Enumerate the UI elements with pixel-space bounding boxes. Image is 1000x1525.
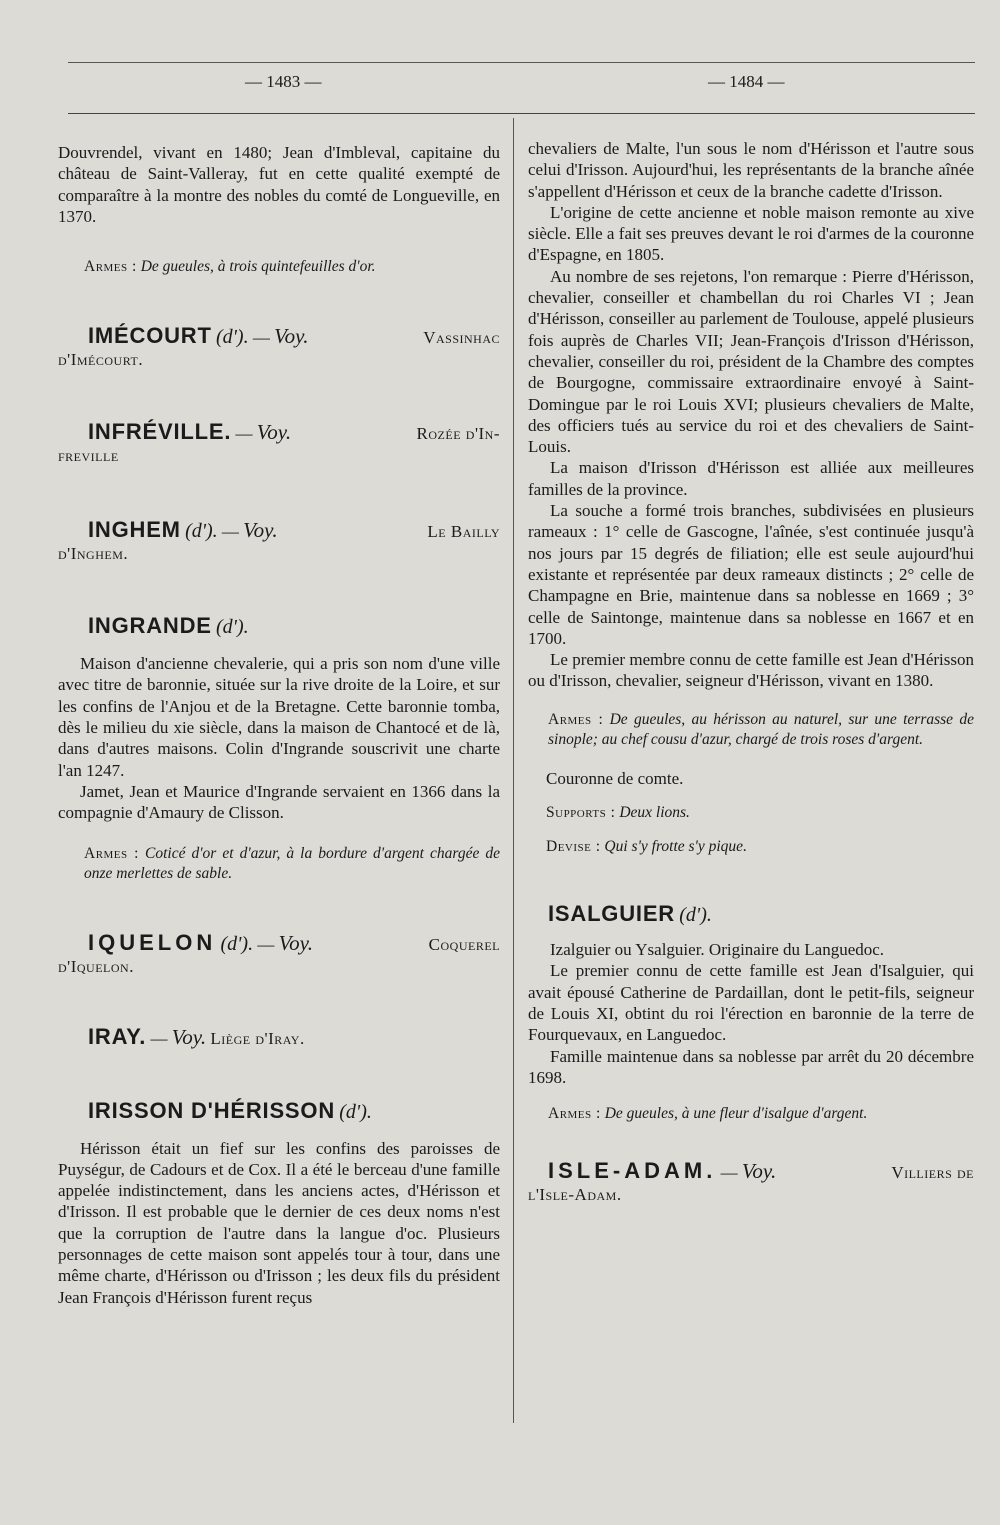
entry-name: IMÉCOURT [88,323,212,349]
entry-voy: Voy. [171,1024,207,1049]
devise-text: Qui s'y frotte s'y pique. [604,838,747,856]
irisson-paragraph-1: Hérisson était un fief sur les confins des paroisses de Puységur, de Cadours et de Cox. Il a été le berceau d'une famille appelée indistinctement, dans les anciens actes, d'Hérisson et d'Irisson. Il est probable que le dernier de ces deux noms n'est que la corruption de l'autre dans la langue d'oc. Plusieurs personnages de cette maison sont appelés tour à tour, dans une même charte, d'Hérisson ou d'Irisson ; les deux fils du président Jean François d'Hérisson furent reçus [58,1138,500,1307]
entry-voy: Voy. [278,930,314,955]
ingrande-paragraph-1: Maison d'ancienne chevalerie, qui a pris son nom d'une ville avec titre de baronnie, située sur la rive droite de la Loire, et sur les confins de l'Anjou et de la Bretagne. Cette baronnie tomba, dès le milieu du xie siècle, dans la maison de Chantocé et de là, dans d'autres maisons. Colin d'Ingrande souscrivit une charte l'an 1247. [58,654,500,780]
armes-text: De gueules, à trois quintefeuilles d'or. [140,258,376,276]
entry-ref: Vassinhac [423,328,500,348]
entry-ref-cont: d'Inghem. [58,544,129,564]
entry-name: IQUELON [88,929,217,955]
entry-iquelon [58,929,500,978]
entry-particle: (d'). [220,932,254,955]
armes-text: De gueules, à une fleur d'isalgue d'argent. [604,1105,868,1123]
entry-name: IRISSON D'HÉRISSON [88,1097,336,1123]
entry-particle: (d'). [215,326,249,349]
supports-line [546,803,974,823]
entry-ref-cont: l'Isle-Adam. [528,1185,622,1205]
isalguier-armes [548,1104,974,1124]
entry-dash: — [252,328,270,348]
entry-ref: Liège d'Iray. [210,1028,305,1048]
isalguier-paragraph-3: Famille maintenue dans sa noblesse par arrêt du 20 décembre 1698. [528,1046,974,1087]
entry-ref-cont: d'Imécourt. [58,350,144,370]
top-rule [68,62,975,63]
entry-imecourt [58,325,500,371]
irisson-paragraph-2: L'origine de cette ancienne et noble maison remonte au xive siècle. Elle a fait ses preuves devant le roi d'armes de la couronne d'Espagne, en 1805. [528,202,974,265]
column-divider [513,118,514,1423]
couronne-line: Couronne de comte. [546,768,684,788]
page-number-left: — 1483 — [245,72,322,91]
armes-text: Coticé d'or et d'azur, à la bordure d'argent chargée de onze merlettes de sable. [84,844,501,882]
irisson-continuation: chevaliers de Malte, l'un sous le nom d'Hérisson et l'autre sous celui d'Irisson. Aujourd'hui, les représentants de la branche aînée s'appellent d'Hérisson et ceux de la branche cadette d'Irisson. [528,139,974,201]
armes-label: Armes : [548,1105,601,1123]
entry-particle: (d'). [339,1100,372,1123]
entry-ref: Rozée d'In- [416,424,500,444]
entry-ref-cont: d'Iquelon. [58,956,134,976]
entry-voy: Voy. [274,324,309,349]
devise-label: Devise : [546,838,601,856]
isalguier-paragraph-2: Le premier connu de cette famille est Jean d'Isalguier, qui avait épousé Catherine de Pardaillan, dont le petit-fils, seigneur de Louis XI, obtint du roi l'érection en baronnie de la terre de Fourquevaux, en Languedoc. [528,961,974,1045]
entry-voy: Voy. [256,420,292,445]
entry-isalguier [528,903,974,927]
armes-label: Armes : [548,710,604,728]
entry-inghem [58,519,500,565]
entry-name: ISALGUIER [548,901,675,927]
left-column [58,138,500,1308]
intro-armes [84,257,500,277]
ingrande-armes [84,844,500,884]
supports-label: Supports : [546,804,616,822]
ingrande-paragraph-2: Jamet, Jean et Maurice d'Ingrande servaient en 1366 dans la compagnie d'Amaury de Clisson. [58,781,500,823]
header-rule [68,113,975,114]
isalguier-paragraph-1: Izalguier ou Ysalguier. Originaire du Languedoc. [550,940,885,960]
entry-dash: — [257,934,275,954]
entry-ingrande [58,615,500,639]
entry-particle: (d'). [185,520,218,543]
entry-isleadam [528,1160,974,1206]
entry-dash: — [720,1163,738,1183]
entry-ref: Villiers de [891,1163,974,1183]
entry-name: IRAY. [88,1023,147,1049]
right-column [528,138,974,1206]
intro-paragraph: Douvrendel, vivant en 1480; Jean d'Imbleval, capitaine du château de Saint-Valleray, fut en cette qualité exempté de comparaître à la montre des nobles du comté de Longueville, en 1370. [58,143,500,226]
entry-particle: (d'). [679,904,712,927]
armes-label: Armes : [84,258,137,276]
entry-iray [58,1023,500,1050]
entry-infreville [58,421,500,467]
entry-name: INGRANDE [88,613,212,639]
irisson-paragraph-5: La souche a formé trois branches, subdivisées en plusieurs rameaux : 1° celle de Gascogne, l'aînée, s'est continuée jusqu'à nos jours par 15 degrés de filiation; elle est seule aujourd'hui existante et représentée par deux rameaux distincts ; 2° celle de Champagne en Brie, maintenue dans sa noblesse en 1669 ; 3° celle de Saintonge, maintenue dans sa noblesse en 1667 et en 1700. [528,501,974,648]
irisson-paragraph-6: Le premier membre connu de cette famille est Jean d'Hérisson ou d'Irisson, chevalier, seigneur d'Hérisson, vivant en 1380. [528,650,974,691]
entry-ref: Le Bailly [427,522,500,542]
irisson-paragraph-4: La maison d'Irisson d'Hérisson est alliée aux meilleures familles de la province. [528,458,974,499]
entry-name: INGHEM [88,517,181,543]
entry-voy: Voy. [741,1159,777,1184]
entry-name: ISLE-ADAM. [548,1158,717,1184]
entry-dash: — [150,1028,168,1048]
entry-particle: (d'). [216,616,249,639]
entry-dash: — [235,424,253,444]
entry-dash: — [221,522,239,542]
entry-name: INFRÉVILLE. [88,419,232,445]
page-number-right: — 1484 — [708,72,785,91]
entry-voy: Voy. [243,518,278,543]
entry-irisson [58,1097,500,1124]
armes-label: Armes : [84,844,139,862]
supports-text: Deux lions. [619,804,690,822]
entry-ref-cont: freville [58,446,119,466]
devise-line [546,837,974,857]
armes-text: De gueules, au hérisson au naturel, sur une terrasse de sinople; au chef cousu d'azur, chargé de trois roses d'argent. [548,710,974,748]
entry-ref: Coquerel [428,934,500,954]
irisson-armes [548,710,974,750]
irisson-paragraph-3: Au nombre de ses rejetons, l'on remarque : Pierre d'Hérisson, chevalier, conseiller et chambellan du roi Charles VI ; Jean d'Hérisson, conseiller au parlement de Toulouse, appelé plusieurs fois auprès de Charles VII; Jean-François d'Irisson d'Hérisson, chevalier, conseiller du roi, président de la Chambre des comptes de Bourgogne, commissaire extraordinaire envoyé à Saint-Domingue par le roi Louis XVI; plusieurs chevaliers de Malte, des officiers tués au service du roi et des chevaliers de Saint-Louis. [528,266,974,457]
